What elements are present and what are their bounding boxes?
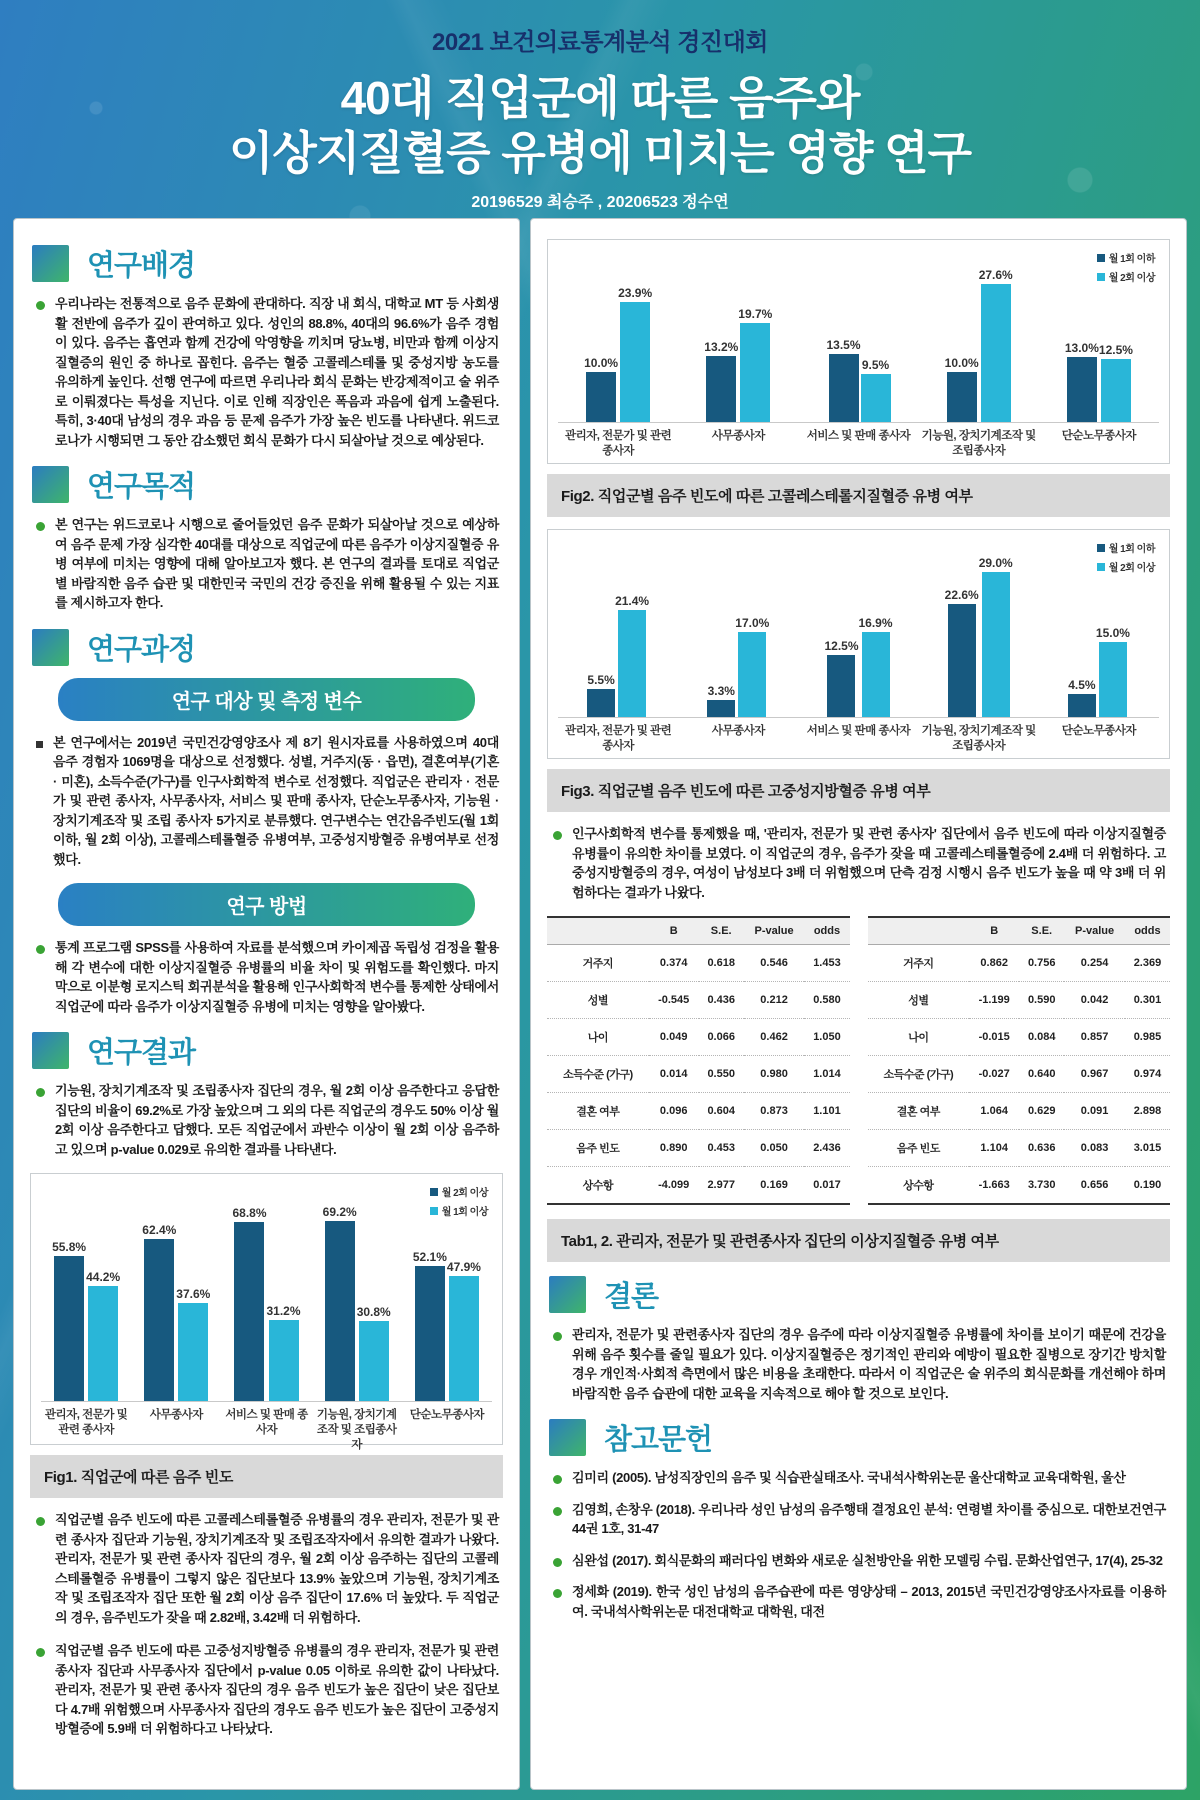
- table-cell: 0.974: [1125, 1056, 1170, 1093]
- bar-value-label: 13.0%: [1064, 341, 1099, 355]
- bar: [586, 372, 616, 422]
- analysis-paragraph: [553, 824, 1166, 902]
- section-conclusion-header: [549, 1274, 1170, 1315]
- table-cell: 2.369: [1125, 945, 1170, 982]
- conclusion-paragraph: [553, 1325, 1166, 1403]
- table-cell: -0.015: [969, 1019, 1019, 1056]
- bar: [618, 610, 646, 717]
- bar-value-label: 4.5%: [1068, 678, 1096, 692]
- section-icon: [549, 1276, 586, 1313]
- section-results-header: [32, 1030, 503, 1071]
- table-cell: 0.756: [1019, 945, 1064, 982]
- category-label: 단순노무종사자: [1061, 430, 1137, 442]
- section-process-header: [32, 627, 503, 668]
- table-header-cell: B: [969, 917, 1019, 945]
- category-label: 단순노무종사자: [409, 1409, 485, 1421]
- legend-swatch-icon: [1097, 544, 1105, 552]
- bar-value-label: 31.2%: [266, 1304, 301, 1318]
- category-label: 기능원, 장치기계조작 및 조립종사자: [921, 430, 1036, 457]
- legend-item: [430, 1203, 488, 1218]
- chart-category-group: [221, 1182, 311, 1455]
- section-title-results: 연구결과: [87, 1037, 196, 1069]
- category-label: 단순노무종사자: [1061, 725, 1137, 737]
- bar-value-label: 47.9%: [446, 1260, 481, 1274]
- chart-plot-area: [558, 538, 1159, 756]
- legend-label: 월 1회 이하: [1108, 544, 1155, 555]
- bar: [269, 1320, 299, 1401]
- section-icon: [32, 245, 69, 282]
- chart-category-group: [919, 538, 1039, 756]
- table-cell: 0.985: [1125, 1019, 1170, 1056]
- table-cell: 1.014: [804, 1056, 849, 1093]
- table-row: [547, 1167, 850, 1205]
- bar: [707, 700, 735, 717]
- bullet-icon: [553, 1558, 562, 1567]
- table-cell: 0.618: [699, 945, 744, 982]
- reference-text: 김영희, 손창우 (2018). 우리나라 성인 남성의 음주행태 결정요인 분석: 연령별 차이를 중심으로. 대한보건연구 44권 1호, 31-47: [572, 1501, 1166, 1536]
- category-label: 서비스 및 판매 종사자: [806, 430, 911, 442]
- table-cell: 0.629: [1019, 1093, 1064, 1130]
- bullet-icon: [36, 1517, 45, 1526]
- bar-value-label: 9.5%: [861, 358, 890, 372]
- table-cell: -1.199: [969, 982, 1019, 1019]
- bullet-icon: [36, 945, 45, 954]
- reference-text: 심완섭 (2017). 회식문화의 패러다임 변화와 새로운 실천방안을 위한 모델링 수립. 문화산업연구, 17(4), 25-32: [572, 1552, 1163, 1568]
- bar-value-label: 37.6%: [176, 1287, 211, 1301]
- table-header-cell: [547, 917, 649, 945]
- table-cell: 0.546: [744, 945, 805, 982]
- table-row: [547, 945, 850, 982]
- conclusion-text: 관리자, 전문가 및 관련종사자 집단의 경우 음주에 따라 이상지질혈증 유병률에 차이를 보이기 때문에 건강을 위해 음주 횟수를 줄일 필요가 있다. 이상지질혈증은 정기적인 관리와 예방이 필요한 질병으로 장기간 방치할 경우 개인적·사회적 측면에서 많은 비용을 초래한다. 따라서 이 직업군은 술 위주의 회식문화를 개선해야 하며 바람직한 음주 습관에 대한 교육을 지속적으로 해야 할 것으로 보인다.: [572, 1327, 1166, 1401]
- table-cell: 0.604: [699, 1093, 744, 1130]
- bar-value-label: 29.0%: [978, 556, 1013, 570]
- category-label: 사무종사자: [711, 725, 765, 737]
- table-header-cell: odds: [804, 917, 849, 945]
- bullet-icon: [553, 1475, 562, 1484]
- table-cell: 1.064: [969, 1093, 1019, 1130]
- bar: [862, 632, 890, 717]
- table-cell: 3.015: [1125, 1130, 1170, 1167]
- bar: [861, 374, 891, 422]
- chart-category-group: [131, 1182, 221, 1455]
- chart-category-group: [402, 1182, 492, 1455]
- table-row-label: 음주 빈도: [547, 1130, 649, 1167]
- chart-category-group: [798, 248, 918, 461]
- bar-value-label: 16.9%: [858, 616, 893, 630]
- table-row-label: 성별: [547, 982, 649, 1019]
- table-cell: -1.663: [969, 1167, 1019, 1205]
- process-text-1: 본 연구에서는 2019년 국민건강영양조사 제 8기 원시자료를 사용하였으며 40대 음주 경험자 1069명을 대상으로 선정했다. 성별, 거주지(동 · 읍면), 결혼여부(기혼 · 미혼), 소득수준(가구)를 인구사회학적 변수로 선정했다. 직업군은 관리자 · 전문가 및 관련 종사자, 사무종사자, 서비스 및 판매 종사자, 단순노무종사자, 기능원 · 장치기계조작 및 조립 종사자 5가지로 분류했다. 연구변수는 연간음주빈도(월 1회 이하, 월 2회 이상), 고콜레스테롤혈증 유병여부, 고중성지방혈증 유병여부로 선정했다.: [53, 734, 499, 867]
- table-row: [547, 1056, 850, 1093]
- category-label: 서비스 및 판매 종사자: [806, 725, 911, 737]
- bar: [325, 1221, 355, 1401]
- bar: [449, 1276, 479, 1401]
- table-row-label: 거주지: [868, 945, 970, 982]
- bar-value-label: 55.8%: [52, 1240, 87, 1254]
- table-cell: 0.017: [804, 1167, 849, 1205]
- left-panel: [13, 218, 520, 1790]
- legend-item: [1097, 540, 1155, 555]
- bar-value-label: 13.5%: [826, 338, 861, 352]
- reference-item: [553, 1468, 1166, 1488]
- table-cell: -0.545: [649, 982, 699, 1019]
- table-row-label: 나이: [868, 1019, 970, 1056]
- table-cell: 0.190: [1125, 1167, 1170, 1205]
- bar-value-label: 10.0%: [584, 356, 619, 370]
- chart-category-group: [678, 248, 798, 461]
- results-paragraph-3: [36, 1641, 499, 1739]
- table-header-cell: S.E.: [699, 917, 744, 945]
- table-row-label: 상수항: [868, 1167, 970, 1205]
- reference-item: [553, 1500, 1166, 1539]
- category-label: 관리자, 전문가 및 관련 종사자: [44, 1409, 128, 1436]
- table-cell: 2.898: [1125, 1093, 1170, 1130]
- table-cell: 0.084: [1019, 1019, 1064, 1056]
- results-text-3: 직업군별 음주 빈도에 따른 고중성지방혈증 유병률의 경우 관리자, 전문가 및 관련 종사자 집단과 사무종사자 집단에서 p-value 0.05 이하로 유의한 값이 나타났다. 관리자, 전문가 및 관련 종사자 집단의 경우 음주 빈도가 높은 집단이 낮은 집단보다 4.7배 위험했으며 사무종사자 집단의 경우도 음주 빈도가 높은 집단이 고중성지방혈증에 5.9배 더 위험하다고 나타났다.: [55, 1643, 499, 1736]
- bar: [827, 655, 855, 717]
- section-references-header: [549, 1417, 1170, 1458]
- table-row-label: 나이: [547, 1019, 649, 1056]
- legend-swatch-icon: [430, 1188, 438, 1196]
- table-cell: 3.730: [1019, 1167, 1064, 1205]
- bar: [178, 1303, 208, 1401]
- purpose-paragraph: [36, 515, 499, 613]
- table-row: [868, 1130, 1171, 1167]
- right-panel: [530, 218, 1187, 1790]
- legend-swatch-icon: [1097, 254, 1105, 262]
- bar-value-label: 68.8%: [232, 1206, 267, 1220]
- bar-value-label: 21.4%: [615, 594, 650, 608]
- category-label: 기능원, 장치기계조작 및 조립종사자: [316, 1409, 397, 1451]
- table-cell: 0.083: [1064, 1130, 1125, 1167]
- table-cell: 0.890: [649, 1130, 699, 1167]
- category-label: 사무종사자: [711, 430, 765, 442]
- badge-method: 연구 방법: [58, 883, 474, 926]
- table-cell: 0.967: [1064, 1056, 1125, 1093]
- table-row: [868, 982, 1171, 1019]
- poster-title-line1: 40대 직업군에 따른 음주와: [340, 72, 860, 124]
- bullet-icon: [553, 1507, 562, 1516]
- table-cell: 0.066: [699, 1019, 744, 1056]
- legend-swatch-icon: [1097, 563, 1105, 571]
- table-header-cell: [868, 917, 970, 945]
- process-text-2: 통계 프로그램 SPSS를 사용하여 자료를 분석했으며 카이제곱 독립성 검정을 활용해 각 변수에 대한 이상지질혈증 유병률의 비율 차이 및 위험도를 확인했다. 마지막으로 이분형 로지스틱 회귀분석을 활용해 인구사회학적 변수를 통제한 상태에서 직업군에 따라 음주가 이상지질혈증 유병에 미치는 영향을 알아봤다.: [55, 940, 499, 1014]
- chart-legend: [430, 1184, 488, 1218]
- section-icon: [549, 1419, 586, 1456]
- reference-item: [553, 1582, 1166, 1621]
- legend-swatch-icon: [430, 1207, 438, 1215]
- results-paragraph-1: [36, 1081, 499, 1159]
- table-row-label: 결혼 여부: [547, 1093, 649, 1130]
- table-cell: 0.636: [1019, 1130, 1064, 1167]
- bar-value-label: 12.5%: [824, 639, 859, 653]
- table-cell: 0.857: [1064, 1019, 1125, 1056]
- bar: [415, 1266, 445, 1401]
- bar: [829, 354, 859, 422]
- chart-category-group: [558, 538, 678, 756]
- table-cell: 1.101: [804, 1093, 849, 1130]
- table-row-label: 결혼 여부: [868, 1093, 970, 1130]
- legend-label: 월 2회 이상: [1108, 563, 1155, 574]
- bar-value-label: 44.2%: [86, 1270, 121, 1284]
- table-cell: -0.027: [969, 1056, 1019, 1093]
- table-cell: 0.254: [1064, 945, 1125, 982]
- tab-caption: Tab1, 2. 관리자, 전문가 및 관련종사자 집단의 이상지질혈증 유병 여부: [547, 1219, 1170, 1262]
- chart-plot-area: [41, 1182, 492, 1455]
- table-header-cell: odds: [1125, 917, 1170, 945]
- regression-tables: [547, 916, 1170, 1205]
- table-row-label: 소득수준 (가구): [547, 1056, 649, 1093]
- background-text: 우리나라는 전통적으로 음주 문화에 관대하다. 직장 내 회식, 대학교 MT 등 사회생활 전반에 음주가 깊이 관여하고 있다. 성인의 88.8%, 40대의 96.6%가 음주 경험이 있다. 음주는 흡연과 함께 건강에 악영향을 끼치며 당뇨병, 비만과 함께 이상지질혈증의 원인 중 하나로 꼽힌다. 음주는 혈중 고콜레스테롤 및 중성지방 농도를 유의하게 높인다. 선행 연구에 따르면 우리나라 회식 문화는 반강제적이고 술 위주로 이뤄졌다는 특성을 지닌다. 이로 인해 직장인은 폭음과 과음에 쉽게 노출된다. 특히, 3·40대 남성의 경우 과음 등 문제 음주가 가장 높은 빈도를 나타낸다. 위드코로나가 시행되면 그 동안 감소했던 회식 문화가 다시 되살아날 것으로 예상된다.: [55, 296, 499, 448]
- bar-value-label: 52.1%: [412, 1250, 447, 1264]
- stat-table: [868, 916, 1171, 1205]
- chart-legend: [1097, 250, 1155, 284]
- table-header-cell: P-value: [744, 917, 805, 945]
- bar: [982, 572, 1010, 717]
- legend-item: [430, 1184, 488, 1199]
- section-icon: [32, 1032, 69, 1069]
- bar: [1067, 357, 1097, 422]
- bar-value-label: 22.6%: [944, 588, 979, 602]
- table-cell: 0.656: [1064, 1167, 1125, 1205]
- legend-label: 월 1회 이하: [1108, 254, 1155, 265]
- table-header-cell: P-value: [1064, 917, 1125, 945]
- table-cell: 0.049: [649, 1019, 699, 1056]
- legend-item: [1097, 559, 1155, 574]
- regression-table-2: [868, 916, 1171, 1205]
- bar-value-label: 62.4%: [142, 1223, 177, 1237]
- square-bullet-icon: [36, 741, 43, 748]
- table-row: [868, 945, 1171, 982]
- bar: [740, 323, 770, 422]
- section-title-background: 연구배경: [87, 250, 196, 282]
- table-cell: 0.091: [1064, 1093, 1125, 1130]
- reference-text: 정세화 (2019). 한국 성인 남성의 음주습관에 따른 영양상태 – 2013, 2015년 국민건강영양조사자료를 이용하여. 국내석사학위논문 대전대학교 대학원, 대전: [572, 1584, 1166, 1619]
- chart-category-group: [41, 1182, 131, 1455]
- bar-value-label: 17.0%: [735, 616, 770, 630]
- bar: [1101, 359, 1131, 422]
- table-cell: 0.374: [649, 945, 699, 982]
- bullet-icon: [36, 522, 45, 531]
- bar: [54, 1256, 84, 1401]
- bar: [359, 1321, 389, 1401]
- table-cell: 0.212: [744, 982, 805, 1019]
- table-cell: 0.050: [744, 1130, 805, 1167]
- chart-legend: [1097, 540, 1155, 574]
- bar-value-label: 15.0%: [1095, 626, 1130, 640]
- section-title-process: 연구과정: [87, 633, 196, 666]
- bar: [620, 302, 650, 422]
- competition-name: 2021 보건의료통계분석 경진대회: [432, 29, 768, 56]
- section-purpose-header: [32, 464, 503, 505]
- table-cell: 0.436: [699, 982, 744, 1019]
- table-row: [868, 1056, 1171, 1093]
- bar-value-label: 69.2%: [322, 1205, 357, 1219]
- process-paragraph-2: [36, 938, 499, 1016]
- legend-item: [1097, 250, 1155, 265]
- table-row: [547, 1019, 850, 1056]
- table-cell: 0.014: [649, 1056, 699, 1093]
- fig3-chart: [547, 529, 1170, 759]
- bar: [738, 632, 766, 717]
- table-cell: 0.640: [1019, 1056, 1064, 1093]
- table-row: [547, 1093, 850, 1130]
- table-row: [547, 982, 850, 1019]
- fig1-chart: [30, 1173, 503, 1451]
- bar: [587, 689, 615, 717]
- poster-title-line2: 이상지질혈증 유병에 미치는 영향 연구: [228, 127, 972, 180]
- reference-text: 김미리 (2005). 남성직장인의 음주 및 식습관실태조사. 국내석사학위논문 울산대학교 교육대학원, 울산: [572, 1470, 1126, 1485]
- content-columns: [0, 218, 1200, 1790]
- table-row-label: 음주 빈도: [868, 1130, 970, 1167]
- table-row-label: 소득수준 (가구): [868, 1056, 970, 1093]
- bar: [947, 372, 977, 422]
- background-paragraph: [36, 294, 499, 450]
- category-label: 관리자, 전문가 및 관련 종사자: [564, 725, 672, 752]
- table-cell: 0.873: [744, 1093, 805, 1130]
- table-cell: -4.099: [649, 1167, 699, 1205]
- table-cell: 0.042: [1064, 982, 1125, 1019]
- table-cell: 1.104: [969, 1130, 1019, 1167]
- table-cell: 0.580: [804, 982, 849, 1019]
- bar: [706, 356, 736, 422]
- results-paragraph-2: [36, 1510, 499, 1627]
- bullet-icon: [553, 1589, 562, 1598]
- table-cell: 0.169: [744, 1167, 805, 1205]
- chart-category-group: [312, 1182, 402, 1455]
- process-paragraph-1: [36, 733, 499, 870]
- bar: [948, 604, 976, 717]
- reference-item: [553, 1551, 1166, 1571]
- legend-item: [1097, 269, 1155, 284]
- chart-plot-area: [558, 248, 1159, 461]
- results-text-1: 기능원, 장치기계조작 및 조립종사자 집단의 경우, 월 2회 이상 음주한다고 응답한 집단의 비율이 69.2%로 가장 높았으며 그 외의 다른 직업군의 경우도 50% 이상 월 2회 이상 음주한다고 답했다. 모든 직업군에서 과반수 이상이 월 2회 이상 음주하고 있으며 p-value 0.029로 유의한 결과를 나타낸다.: [55, 1083, 499, 1157]
- bullet-icon: [553, 1332, 562, 1341]
- fig1-caption: Fig1. 직업군에 따른 음주 빈도: [30, 1455, 503, 1498]
- analysis-text: 인구사회학적 변수를 통제했을 때, '관리자, 전문가 및 관련 종사자' 집단에서 음주 빈도에 따라 이상지질혈증 유병률이 유의한 차이를 보였다. 이 직업군의 경우, 음주가 잦을 때 고콜레스테롤혈증에 2.4배 더 위험하다. 고중성지방혈증의 경우, 여성이 남성보다 3배 더 위험했으며 단측 검정 시행시 음주 빈도가 높을 때 약 3배 더 위험하다는 결과가 나왔다.: [572, 826, 1166, 900]
- bar: [144, 1239, 174, 1401]
- bar-value-label: 23.9%: [618, 286, 653, 300]
- bullet-icon: [553, 831, 562, 840]
- table-cell: 0.301: [1125, 982, 1170, 1019]
- bar-value-label: 10.0%: [944, 356, 979, 370]
- bar-value-label: 27.6%: [978, 268, 1013, 282]
- results-text-2: 직업군별 음주 빈도에 따른 고콜레스테롤혈증 유병률의 경우 관리자, 전문가 및 관련 종사자 집단과 기능원, 장치기계조작 및 조립조작자에서 유의한 결과가 나왔다. 관리자, 전문가 및 관련 종사자 집단의 경우, 월 2회 이상 음주하는 집단의 고콜레스테롤혈증 유병률이 그렇지 않은 집단보다 13.9% 높았으며 기능원, 장치기계조작 및 조립조작자 집단 또한 월 2회 이상 음주 집단이 17.6% 더 높았다. 두 직업군의 경우, 음주빈도가 잦을 때 2.82배, 3.42배 더 위험하다.: [55, 1512, 499, 1625]
- badge-subjects-variables: 연구 대상 및 측정 변수: [58, 678, 474, 721]
- bar-value-label: 13.2%: [704, 340, 739, 354]
- table-row: [868, 1019, 1171, 1056]
- legend-label: 월 2회 이상: [1108, 273, 1155, 284]
- table-cell: 0.453: [699, 1130, 744, 1167]
- bullet-icon: [36, 1088, 45, 1097]
- poster-header: [0, 0, 1200, 212]
- table-cell: 2.977: [699, 1167, 744, 1205]
- legend-swatch-icon: [1097, 273, 1105, 281]
- bar-value-label: 19.7%: [738, 307, 773, 321]
- legend-label: 월 2회 이상: [441, 1188, 488, 1199]
- bar: [1099, 642, 1127, 717]
- chart-category-group: [678, 538, 798, 756]
- section-icon: [32, 466, 69, 503]
- category-label: 서비스 및 판매 종사자: [225, 1409, 308, 1436]
- section-title-references: 참고문헌: [604, 1424, 713, 1456]
- poster-title: [0, 71, 1200, 181]
- table-cell: 0.862: [969, 945, 1019, 982]
- stat-table: [547, 916, 850, 1205]
- legend-label: 월 1회 이상: [441, 1207, 488, 1218]
- chart-category-group: [798, 538, 918, 756]
- table-cell: 0.550: [699, 1056, 744, 1093]
- fig2-caption: Fig2. 직업군별 음주 빈도에 따른 고콜레스테롤지질혈증 유병 여부: [547, 474, 1170, 517]
- table-cell: 2.436: [804, 1130, 849, 1167]
- table-row: [868, 1167, 1171, 1205]
- table-row-label: 거주지: [547, 945, 649, 982]
- category-label: 사무종사자: [149, 1409, 203, 1421]
- table-row: [868, 1093, 1171, 1130]
- bullet-icon: [36, 301, 45, 310]
- regression-table-1: [547, 916, 850, 1205]
- purpose-text: 본 연구는 위드코로나 시행으로 줄어들었던 음주 문화가 되살아날 것으로 예상하여 음주 문제 가장 심각한 40대를 대상으로 직업군에 따른 음주가 이상지질혈증 유병 여부에 미치는 영향에 대해 알아보고자 했다. 본 연구의 결과를 토대로 직업군별 바람직한 음주 습관 및 대한민국 국민의 건강 증진을 위해 활용될 수 있는 지표를 제시하고자 한다.: [55, 517, 499, 610]
- bar-value-label: 3.3%: [707, 684, 735, 698]
- table-cell: 1.453: [804, 945, 849, 982]
- table-cell: 0.590: [1019, 982, 1064, 1019]
- table-row-label: 성별: [868, 982, 970, 1019]
- table-row: [547, 1130, 850, 1167]
- bar: [981, 284, 1011, 422]
- section-title-conclusion: 결론: [604, 1281, 659, 1313]
- table-header-cell: S.E.: [1019, 917, 1064, 945]
- section-title-purpose: 연구목적: [87, 471, 196, 503]
- bar-value-label: 12.5%: [1098, 343, 1133, 357]
- section-icon: [32, 629, 69, 666]
- chart-category-group: [558, 248, 678, 461]
- table-cell: 0.462: [744, 1019, 805, 1056]
- bar: [1068, 694, 1096, 717]
- category-label: 관리자, 전문가 및 관련 종사자: [564, 430, 672, 457]
- fig2-chart: [547, 239, 1170, 464]
- table-header-cell: B: [649, 917, 699, 945]
- fig3-caption: Fig3. 직업군별 음주 빈도에 따른 고중성지방혈증 유병 여부: [547, 769, 1170, 812]
- chart-category-group: [919, 248, 1039, 461]
- section-background-header: [32, 243, 503, 284]
- table-cell: 1.050: [804, 1019, 849, 1056]
- bar: [88, 1286, 118, 1401]
- table-cell: 0.096: [649, 1093, 699, 1130]
- bar: [234, 1222, 264, 1401]
- bar-value-label: 5.5%: [587, 673, 615, 687]
- table-row-label: 상수항: [547, 1167, 649, 1205]
- bullet-icon: [36, 1648, 45, 1657]
- bar-value-label: 30.8%: [356, 1305, 391, 1319]
- table-cell: 0.980: [744, 1056, 805, 1093]
- category-label: 기능원, 장치기계조작 및 조립종사자: [921, 725, 1036, 752]
- authors: 20196529 최승주 , 20206523 정수연: [471, 194, 729, 212]
